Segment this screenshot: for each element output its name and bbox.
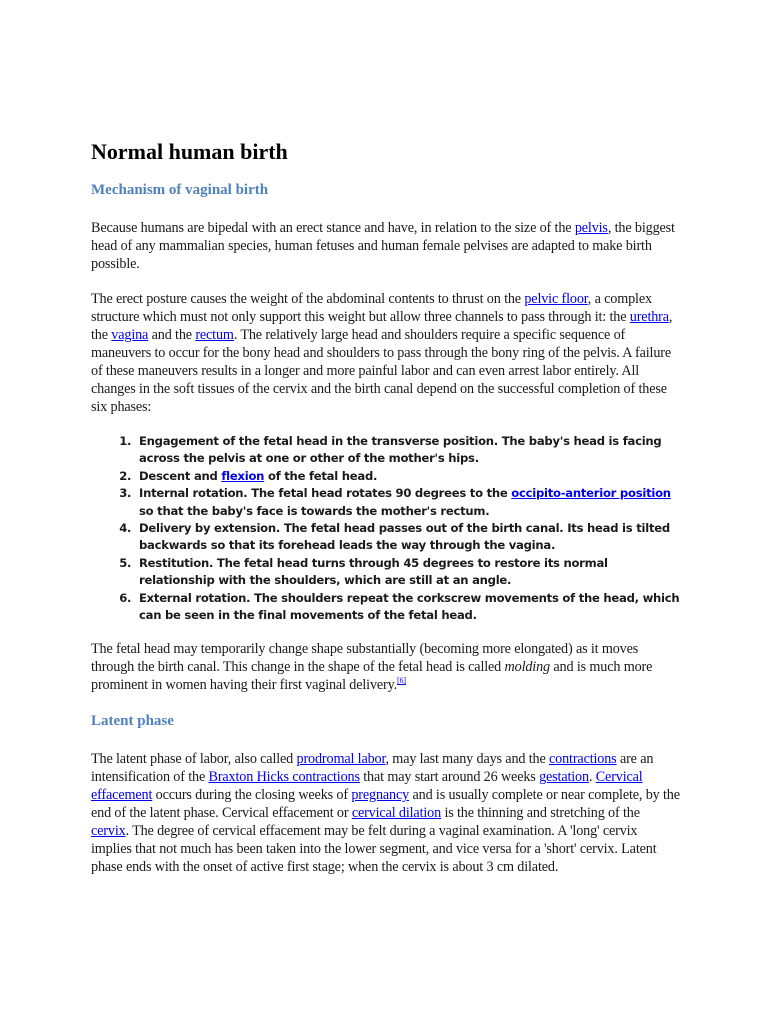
text-run: that may start around 26 weeks [359, 769, 540, 786]
list-item-text: Internal rotation. The fetal head rotates 90 degrees to the [139, 486, 512, 501]
link-pelvic-floor[interactable]: pelvic floor [524, 291, 588, 307]
text-run: , the [91, 309, 673, 343]
text-run: The fetal head may temporarily change shape substantially (becoming more elongated) as it moves through the birth canal. This change in the shape of the fetal head is called [91, 641, 639, 676]
list-item [135, 520, 681, 555]
link-pregnancy[interactable]: pregnancy [351, 787, 410, 804]
link-cervical-effacement[interactable]: Cervical effacement [91, 769, 643, 804]
link-cervix[interactable]: cervix [91, 823, 126, 840]
paragraph-erect-posture [91, 290, 681, 416]
paragraph-latent-phase [91, 750, 681, 876]
document-page [91, 138, 681, 893]
text-run: . The relatively large head and shoulders require a specific sequence of maneuvers to occur for the bony head and shoulders to pass through the bony ring of the pelvis. A failure of these maneuvers results in a longer and more painful labor and can even arrest labor entirely. All changes in the soft tissues of the cervix and the birth canal depend on the successful completion of these six phases: [91, 327, 671, 415]
link-urethra[interactable]: urethra [629, 309, 669, 325]
link-flexion[interactable]: flexion [221, 468, 265, 483]
citation-link[interactable]: [6] [397, 676, 406, 686]
list-item [135, 485, 681, 520]
text-run: The latent phase of labor, also called [91, 751, 297, 768]
link-contractions[interactable]: contractions [549, 751, 617, 768]
text-run: . [588, 769, 596, 786]
section-heading-latent: Latent phase [91, 713, 174, 730]
list-item-text: External rotation. The shoulders repeat the corkscrew movements of the head, which can be seen in the final movements of the fetal head. [139, 590, 680, 623]
list-item [135, 555, 681, 590]
paragraph-bipedal [91, 219, 681, 273]
link-cervical-dilation[interactable]: cervical dilation [351, 805, 442, 822]
list-item [135, 590, 681, 625]
text-run: , a complex structure which must not only support this weight but allow three channels to pass through it: the [91, 291, 652, 325]
section-heading-mechanism: Mechanism of vaginal birth [91, 182, 269, 198]
text-run: is the thinning and stretching of the [441, 805, 640, 822]
list-item-text: Engagement of the fetal head in the transverse position. The baby's head is facing across the pelvis at one or other of the mother's hips. [139, 434, 662, 466]
list-item-text: Delivery by extension. The fetal head passes out of the birth canal. Its head is tilted backwards so that its forehead leads the way through the vagina. [139, 521, 670, 553]
text-run: and the [148, 327, 196, 343]
link-prodromal-labor[interactable]: prodromal labor [296, 751, 386, 768]
text-run: and is much more prominent in women having their first vaginal delivery. [91, 659, 653, 694]
link-pelvis[interactable]: pelvis [574, 220, 608, 236]
text-run: . The degree of cervical effacement may be felt during a vaginal examination. A 'long' cervix implies that not much has been taken into the lower segment, and vice versa for a 'short' cervix. Latent phase ends with the onset of active first stage; when the cervix is about 3 cm dilated. [91, 823, 657, 876]
phases-list [91, 433, 681, 624]
link-braxton-hicks[interactable]: Braxton Hicks contractions [208, 769, 360, 786]
list-item-text: Restitution. The fetal head turns through 45 degrees to restore its normal relationship with the shoulders, which are still at an angle. [139, 555, 608, 588]
link-gestation[interactable]: gestation [539, 769, 589, 786]
link-vagina[interactable]: vagina [111, 327, 149, 343]
emphasis-molding: molding [504, 659, 550, 676]
text-run: Because humans are bipedal with an erect stance and have, in relation to the size of the [91, 220, 575, 236]
text-run: , the biggest head of any mammalian species, human fetuses and human female pelvises are adapted to make birth possible. [91, 220, 675, 272]
list-item-text: so that the baby's face is towards the mother's rectum. [139, 503, 490, 518]
text-run: are an intensification of the [91, 751, 654, 786]
text-run: The erect posture causes the weight of the abdominal contents to thrust on the [91, 291, 525, 307]
link-occipito-anterior[interactable]: occipito-anterior position [511, 486, 671, 501]
link-rectum[interactable]: rectum [195, 327, 234, 343]
paragraph-molding [91, 640, 681, 694]
list-item-text: of the fetal head. [264, 468, 378, 483]
list-item [135, 433, 681, 468]
list-item-text: Descent and [139, 468, 222, 483]
text-run: occurs during the closing weeks of [152, 787, 352, 804]
page-title: Normal human birth [91, 139, 288, 164]
list-item [135, 468, 681, 485]
text-run: and is usually complete or near complete, by the end of the latent phase. Cervical effacement or [91, 787, 680, 822]
text-run: , may last many days and the [385, 751, 550, 768]
